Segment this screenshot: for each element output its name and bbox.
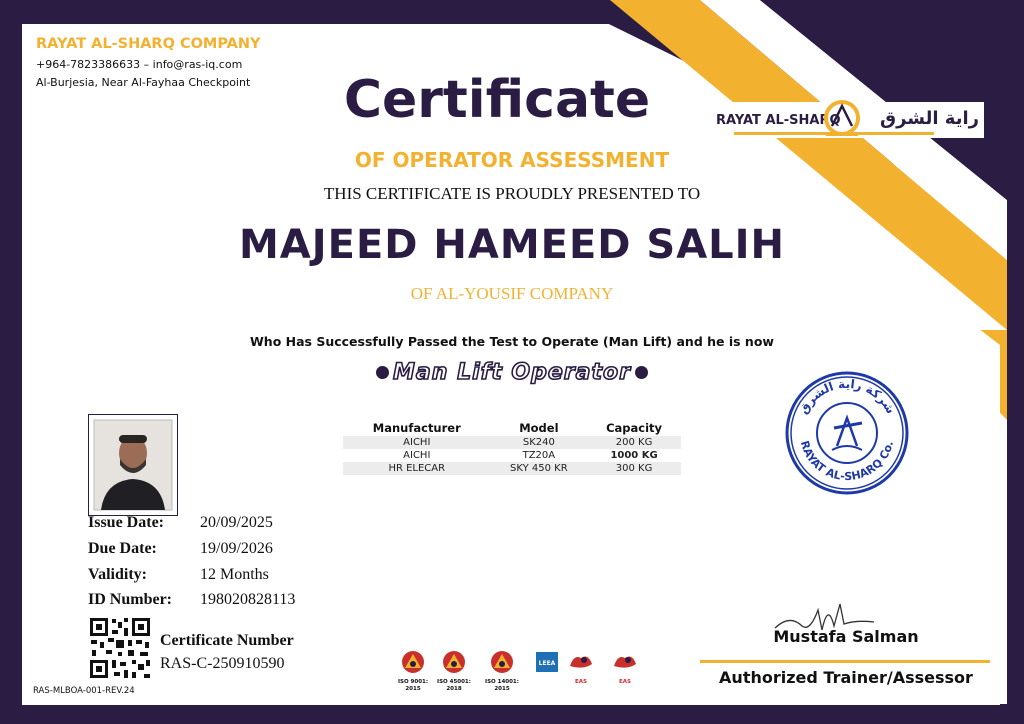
recipient-name: MAJEED HAMEED SALIH	[238, 222, 786, 268]
eas-label: EAS	[619, 679, 631, 685]
recipient-photo	[88, 414, 178, 516]
header-model: Model	[519, 421, 559, 435]
eas-badge	[564, 650, 598, 690]
cell-capacity: 200 KG	[587, 436, 681, 449]
certificate-title: Certificate	[343, 70, 651, 130]
form-code: RAS-MLBOA-001-REV.24	[33, 686, 135, 696]
equipment-header-row	[343, 421, 681, 436]
company-contact: +964-7823386633 – info@ras-iq.com	[36, 58, 243, 71]
table-row	[343, 436, 681, 449]
recipient-company: OF AL-YOUSIF COMPANY	[410, 284, 614, 303]
cell-model: SK240	[491, 436, 588, 449]
iso-9001-badge	[396, 650, 430, 690]
validity-value: 12 Months	[200, 566, 269, 583]
cell-manufacturer: AICHI	[343, 436, 491, 449]
cell-capacity: 300 KG	[587, 462, 681, 475]
company-name: RAYAT AL-SHARQ COMPANY	[36, 36, 261, 52]
role-left-dot	[376, 366, 389, 379]
issue-date-value: 20/09/2025	[200, 514, 273, 531]
cell-manufacturer: AICHI	[403, 450, 431, 461]
cell-capacity: 1000 KG	[610, 450, 658, 461]
iso-9001-label: ISO 9001: 2015	[397, 679, 429, 692]
table-row	[343, 449, 681, 462]
header-capacity: Capacity	[606, 421, 663, 435]
due-date-value: 19/09/2026	[200, 540, 273, 557]
svg-text:شركة راية الشرق	[796, 377, 898, 416]
cell-model: TZ20A	[522, 450, 556, 461]
role-right-dot	[635, 366, 648, 379]
signature-line	[700, 660, 990, 663]
leea-badge	[530, 650, 564, 690]
iso-45001-label: ISO 45001: 2018	[437, 679, 471, 692]
header-manufacturer: Manufacturer	[372, 421, 461, 435]
cell-manufacturer: HR ELECAR	[343, 462, 491, 475]
certificate-number-label: Certificate Number	[160, 632, 294, 649]
role-title: Man Lift Operator	[393, 360, 631, 385]
validity-label: Validity:	[88, 566, 147, 583]
certificate-number-value: RAS-C-250910590	[160, 655, 285, 672]
iso-14001-label: ISO 14001: 2015	[485, 679, 519, 692]
due-date-label: Due Date:	[88, 540, 157, 557]
stamp-arabic-text: شركة راية الشرق	[796, 376, 898, 417]
logo-text-ar: راية الشرق	[879, 108, 979, 129]
certificate-subtitle: OF OPERATOR ASSESSMENT	[354, 148, 670, 172]
iso-45001-badge	[437, 650, 471, 690]
presented-to-text: THIS CERTIFICATE IS PROUDLY PRESENTED TO	[323, 184, 701, 203]
stamp-english-text: RAYAT AL-SHARQ Co.	[797, 439, 897, 484]
signer-role: Authorized Trainer/Assessor	[719, 668, 973, 687]
iso-14001-badge	[485, 650, 519, 690]
assessment-statement: Who Has Successfully Passed the Test to Operate (Man Lift) and he is now	[250, 334, 774, 349]
eas-badge	[608, 650, 642, 690]
table-row	[343, 462, 681, 475]
qr-code[interactable]	[88, 616, 152, 680]
id-number-label: ID Number:	[88, 591, 172, 608]
equipment-table	[343, 421, 681, 475]
company-address: Al-Burjesia, Near Al-Fayhaa Checkpoint	[36, 76, 251, 89]
leea-text: LEEA	[538, 660, 556, 667]
eas-label: EAS	[575, 679, 587, 685]
cell-model: SKY 450 KR	[491, 462, 588, 475]
company-stamp	[782, 368, 912, 498]
id-number-value: 198020828113	[200, 591, 296, 608]
logo-text-en: RAYAT AL-SHARQ	[716, 113, 841, 128]
signer-name: Mustafa Salman	[773, 627, 919, 646]
issue-date-label: Issue Date:	[88, 514, 164, 531]
